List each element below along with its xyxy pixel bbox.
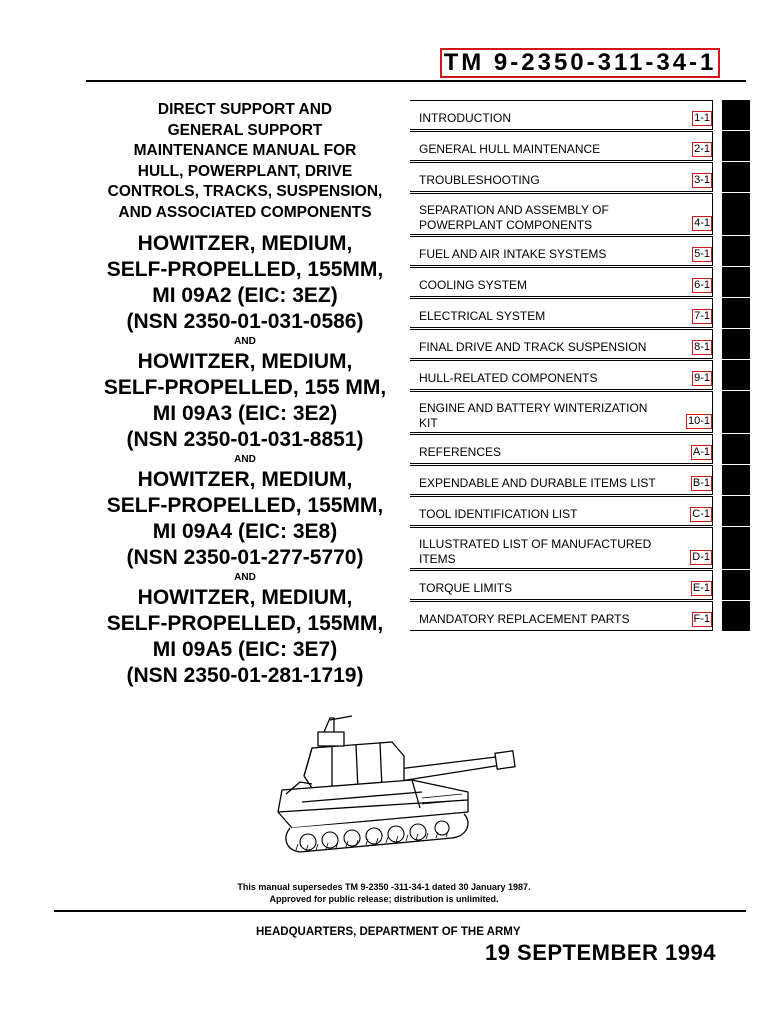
title-line: CONTROLS, TRACKS, SUSPENSION, bbox=[107, 183, 383, 200]
toc-cell bbox=[410, 496, 713, 526]
toc-cell bbox=[410, 131, 713, 161]
toc-cell bbox=[410, 360, 713, 390]
toc-item-torque[interactable] bbox=[410, 570, 750, 600]
toc-label: COOLING SYSTEM bbox=[419, 278, 528, 292]
title-block bbox=[86, 100, 404, 689]
toc-page-number: D-1 bbox=[692, 551, 710, 563]
toc-page-number: 4-1 bbox=[694, 217, 710, 229]
vehicle-line: (NSN 2350-01-031-0586) bbox=[126, 310, 364, 333]
section-tab bbox=[722, 193, 750, 235]
toc-page-number: 10-1 bbox=[687, 415, 710, 427]
vehicle-line: MI 09A4 (EIC: 3E8) bbox=[152, 520, 338, 543]
toc-item-winterization[interactable] bbox=[410, 391, 750, 433]
toc-label: MANDATORY REPLACEMENT PARTS bbox=[419, 612, 630, 626]
toc-page-number: 9-1 bbox=[694, 372, 710, 384]
toc-page-number: 6-1 bbox=[694, 279, 710, 291]
toc-cell bbox=[410, 193, 713, 235]
toc-cell bbox=[410, 434, 713, 464]
footer-rule bbox=[54, 910, 746, 912]
toc-item-expendable[interactable] bbox=[410, 465, 750, 495]
publication-date: 19 SEPTEMBER 1994 bbox=[484, 940, 716, 965]
toc-page-number: 3-1 bbox=[694, 174, 710, 186]
toc-label: INTRODUCTION bbox=[419, 111, 511, 125]
vehicle-line: (NSN 2350-01-277-5770) bbox=[126, 546, 364, 569]
toc-page-number: A-1 bbox=[692, 446, 710, 458]
title-line: MAINTENANCE MANUAL FOR bbox=[133, 142, 357, 159]
toc-label: TROUBLESHOOTING bbox=[419, 173, 540, 187]
toc-label: FINAL DRIVE AND TRACK SUSPENSION bbox=[419, 340, 647, 354]
toc-item-final-drive[interactable] bbox=[410, 329, 750, 359]
toc-label-line2: KIT bbox=[419, 416, 438, 430]
toc-cell bbox=[410, 298, 713, 328]
toc-label: HULL-RELATED COMPONENTS bbox=[419, 371, 598, 385]
section-tab bbox=[722, 527, 750, 569]
toc-item-hull-related[interactable] bbox=[410, 360, 750, 390]
approval-note: Approved for public release; distribution is unlimited. bbox=[269, 894, 499, 904]
toc-item-mandatory[interactable] bbox=[410, 601, 750, 631]
title-line: AND ASSOCIATED COMPONENTS bbox=[118, 203, 372, 221]
header-rule bbox=[86, 80, 746, 82]
section-tab bbox=[722, 391, 750, 433]
toc-label: SEPARATION AND ASSEMBLY OF bbox=[419, 203, 609, 217]
vehicle-m109a2 bbox=[86, 231, 404, 335]
vehicle-line: (NSN 2350-01-281-1719) bbox=[126, 664, 364, 687]
toc-page-number: 1-1 bbox=[694, 112, 710, 124]
vehicle-line: HOWITZER, MEDIUM, bbox=[137, 468, 353, 491]
title-line: GENERAL SUPPORT bbox=[167, 121, 323, 139]
section-tab bbox=[722, 298, 750, 328]
toc-label: TORQUE LIMITS bbox=[419, 581, 513, 595]
toc-item-general-hull[interactable] bbox=[410, 131, 750, 161]
toc-item-cooling[interactable] bbox=[410, 267, 750, 297]
toc-item-troubleshooting[interactable] bbox=[410, 162, 750, 192]
toc-page-number: E-1 bbox=[692, 582, 710, 594]
and-separator: AND bbox=[234, 572, 256, 583]
toc-label-line2: POWERPLANT COMPONENTS bbox=[419, 218, 593, 232]
vehicle-line: SELF-PROPELLED, 155MM, bbox=[106, 494, 384, 517]
title-line: HULL, POWERPLANT, DRIVE bbox=[137, 162, 353, 180]
vehicle-line: MI 09A2 (EIC: 3EZ) bbox=[152, 284, 338, 307]
toc-label: REFERENCES bbox=[419, 445, 502, 459]
toc-page-number: 8-1 bbox=[694, 341, 710, 353]
section-tab bbox=[722, 434, 750, 464]
toc-cell bbox=[410, 267, 713, 297]
tm-number: TM 9-2350-311-34-1 bbox=[440, 48, 720, 78]
supersedes-note: This manual supersedes TM 9-2350 -311-34-1 dated 30 January 1987. bbox=[237, 882, 531, 892]
section-tab bbox=[722, 465, 750, 495]
toc-label: EXPENDABLE AND DURABLE ITEMS LIST bbox=[419, 476, 656, 490]
toc-label: GENERAL HULL MAINTENANCE bbox=[419, 142, 601, 156]
toc-label-line2: ITEMS bbox=[419, 552, 456, 566]
toc-page-number: 5-1 bbox=[694, 248, 710, 260]
toc-page-number: F-1 bbox=[693, 613, 710, 625]
toc-cell bbox=[410, 162, 713, 192]
toc-item-powerplant[interactable] bbox=[410, 193, 750, 235]
section-tab bbox=[722, 360, 750, 390]
toc-cell bbox=[410, 601, 713, 631]
toc-cell bbox=[410, 100, 713, 130]
section-tab bbox=[722, 601, 750, 631]
toc-item-electrical[interactable] bbox=[410, 298, 750, 328]
and-separator: AND bbox=[234, 336, 256, 347]
toc-item-tool-id[interactable] bbox=[410, 496, 750, 526]
vehicle-line: MI 09A3 (EIC: 3E2) bbox=[152, 402, 338, 425]
toc-label: ELECTRICAL SYSTEM bbox=[419, 309, 546, 323]
vehicle-line: MI 09A5 (EIC: 3E7) bbox=[152, 638, 338, 661]
vehicle-line: SELF-PROPELLED, 155MM, bbox=[106, 258, 384, 281]
toc-label: TOOL IDENTIFICATION LIST bbox=[419, 507, 578, 521]
vehicle-line: SELF-PROPELLED, 155 MM, bbox=[103, 376, 387, 399]
toc-label: ENGINE AND BATTERY WINTERIZATION bbox=[419, 401, 648, 415]
toc-page-number: B-1 bbox=[692, 477, 710, 489]
section-tab bbox=[722, 329, 750, 359]
section-tab bbox=[722, 496, 750, 526]
toc-label: ILLUSTRATED LIST OF MANUFACTURED bbox=[419, 537, 652, 551]
title-line: DIRECT SUPPORT AND bbox=[157, 101, 333, 118]
vehicle-line: HOWITZER, MEDIUM, bbox=[137, 232, 353, 255]
toc-page-number: 7-1 bbox=[694, 310, 710, 322]
toc-item-introduction[interactable] bbox=[410, 100, 750, 130]
toc-label: FUEL AND AIR INTAKE SYSTEMS bbox=[419, 247, 607, 261]
vehicle-line: (NSN 2350-01-031-8851) bbox=[126, 428, 364, 451]
section-tab bbox=[722, 236, 750, 266]
vehicle-m109a3 bbox=[86, 349, 404, 453]
section-tab bbox=[722, 570, 750, 600]
vehicle-m109a5 bbox=[86, 585, 404, 689]
toc-item-fuel-air[interactable] bbox=[410, 236, 750, 266]
toc-page-number: 2-1 bbox=[694, 143, 710, 155]
vehicle-m109a4 bbox=[86, 467, 404, 571]
vehicle-line: SELF-PROPELLED, 155MM, bbox=[106, 612, 384, 635]
manual-title bbox=[86, 100, 404, 223]
section-tab bbox=[722, 267, 750, 297]
and-separator: AND bbox=[234, 454, 256, 465]
section-tab bbox=[722, 131, 750, 161]
toc-page-number: C-1 bbox=[692, 508, 710, 520]
section-tab bbox=[722, 100, 750, 130]
vehicle-line: HOWITZER, MEDIUM, bbox=[137, 586, 353, 609]
headquarters-line: HEADQUARTERS, DEPARTMENT OF THE ARMY bbox=[256, 926, 521, 938]
toc-cell bbox=[410, 329, 713, 359]
toc-cell bbox=[410, 391, 713, 433]
toc-item-manufactured[interactable] bbox=[410, 527, 750, 569]
toc-cell bbox=[410, 236, 713, 266]
section-tab bbox=[722, 162, 750, 192]
howitzer-illustration bbox=[272, 712, 522, 862]
toc-cell bbox=[410, 570, 713, 600]
toc-cell bbox=[410, 465, 713, 495]
vehicle-line: HOWITZER, MEDIUM, bbox=[137, 350, 353, 373]
toc-item-references[interactable] bbox=[410, 434, 750, 464]
toc-cell bbox=[410, 527, 713, 569]
